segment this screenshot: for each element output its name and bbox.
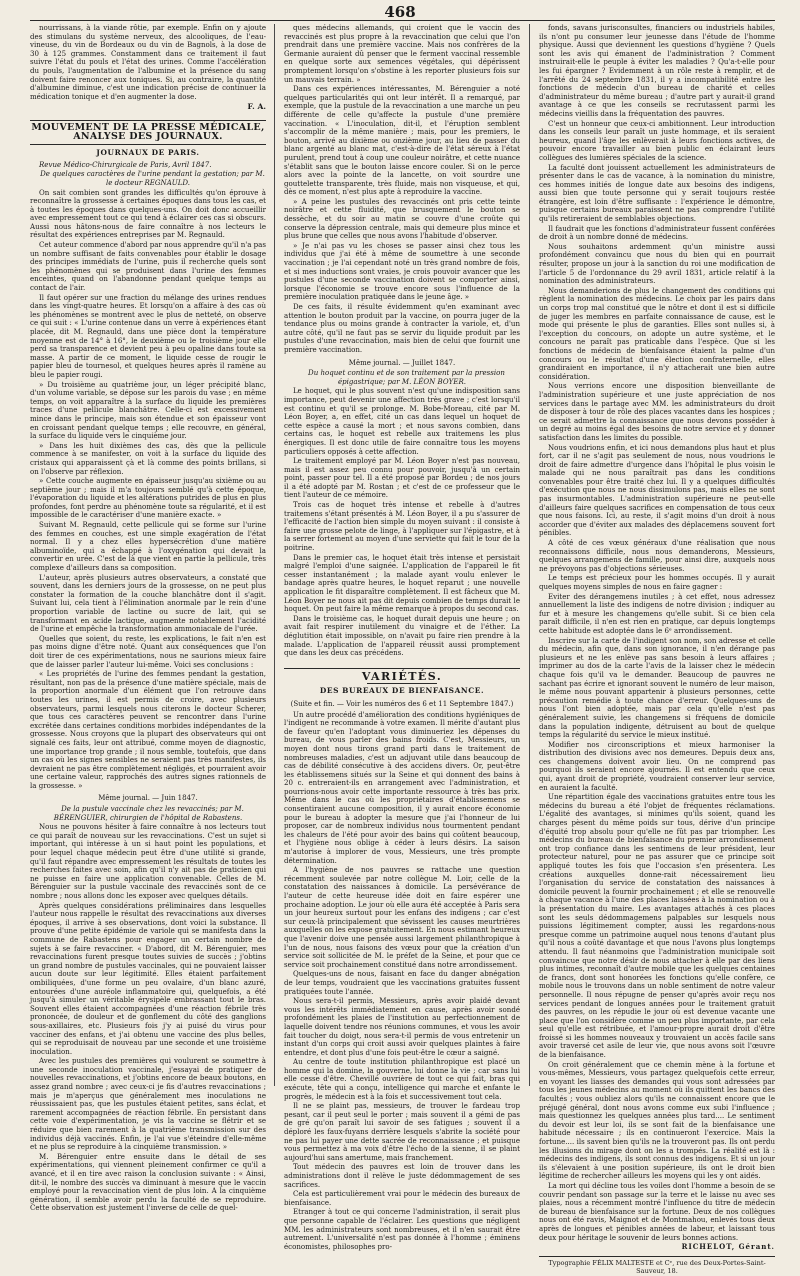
paragraph: ques médecins allemands, qui croient que le vaccin des revaccinés est plus propre à la revaccination que celui que l'on prendrait dans une première vaccine. Mais nos confrères de la Germanie auraient dû penser que le ferment vaccinal ressemble en quelque sorte aux semences végétales, qui dépérissent promptement lorsqu'on s'obstine à les reporter plusieurs fois sur un mauvais terrain. » [284, 23, 520, 84]
title-rule [367, 683, 437, 684]
paragraph: La faculté dont jouissent actuellement les administrateurs de présenter dans le cas de vacance, à la nomination du ministre, ces hommes initiés de longue date aux besoins des indigens, aussi bien que toute personne qui y serait toujours restée étrangère, est loin d'être suffisante : l'expérience le démontre, puisque certains bureaux paraissent ne pas comprendre l'utilité qu'ils retireraient de semblables objections. [539, 162, 775, 224]
source-line: Même journal. — Juin 1847. [98, 794, 198, 803]
paragraph: Modifier nos circonscriptions et mieux harmoniser la distribution des divisions avec nos demeures. Depuis deux ans, ces changemens doivent avoir lieu. On ne comprend pas pourquoi ils seraient encore ajournés. Il est entendu que ceux qui, ayant droit de propriété, voudraient conserver leur service, en auraient la faculté. [539, 739, 775, 792]
paragraph: La mort qui décline tous les voiles dont l'homme a besoin de se couvrir pendant son passage sur la terre et le laisse nu avec ses plaies, nous a récemment montré l'influence du titre de médecin de bureau de bienfaisance sur la fortune. Deux de nos collègues nous ont été ravis, Maignot et de Montmahou, enlevés tous deux après de longues et pénibles années de labeur, et laissant tous deux pour héritage le souvenir de leurs bonnes actions. [539, 1180, 775, 1242]
paragraph: Inscrire sur la carte de l'indigent son nom, son adresse et celle du médecin, afin que, dans son ignorance, il n'en dérange pas plusieurs et ne les enlève pas sans besoin à leurs affaires ; imprimer au dos de la carte l'avis de la laisser chez le médecin chaque fois qu'il va le demander. Beaucoup de pauvres ne sachant pas écrire et ignorant souvent le numéro de leur maison, le même nous pouvant appartenir à plusieurs personnes, cette précaution remédie à toute chance d'erreur. Quelques-uns de nous l'ont bien adoptée, mais par cela qu'elle n'est pas généralement suivie, les changemens si fréquens de domicile dans la population indigente, détruisent au bout de quelque temps la régularité du service le mieux institué. [539, 635, 775, 740]
paragraph: A côté de ces vœux généraux d'une réalisation que nous reconnaissons difficile, nous nous demanderons, Messieurs, quelques arrangemens de famille, pour ainsi dire, auxquels nous ne prévoyons pas d'objections sérieuses. [539, 538, 775, 573]
column-2 [284, 23, 520, 1251]
paragraph: On croit généralement que ce chemin mène à la fortune et vous-mêmes, Messieurs, vous partagez quelquefois cette erreur, en voyant les liasses des demandes qui vous sont adressées par tous les jeunes médecins au moment où ils quittent les bancs des facultés ; vous oubliez alors qu'ils ne connaissent encore que le préjugé général, dont nous avons comme eux subi l'influence ; mais questionnez les quelques années plus tard.... Le sentiment du devoir est leur loi, ils se sont fait de la bienfaisance une habitude nécessaire ; ils en continueront l'exercice. Mais la fortune.... ils savent bien qu'ils ne la trouveront pas. Ils ont perdu les illusions du mirage dont on les a trompés. La réalité est là : médecins des indigens, ils sont connus des indigens. Et si un jour ils s'élevaient à une position supérieure, ils ont le droit bien légitime de rechercher ailleurs les moyens qui les y ont aidés. [539, 1059, 775, 1181]
varietes-title: VARIÉTÉS. [284, 668, 520, 682]
paragraph: Une répartition égale des vaccinations gratuites entre tous les médecins du bureau a été l'objet de fréquentes réclamations. L'égalité des avantages, si minimes qu'ils soient, quand les charges pèsent du même poids sur tous, dérive d'un principe d'équité trop absolu pour qu'elle ne fût pas par triompher. Les médecins du bureau de bienfaisance du premier arrondissement ont trop confiance dans les sentimens de leur président, leur protecteur naturel, pour ne pas assurer que ce principe soit appliqué toutes les fois que l'occasion s'en présentera. Les créations auxquelles donne-rait nécessairement lieu l'organisation du service de constatation des naissances à domicile peuvent la fournir prochainement ; et elle se renouvelle à chaque vacance à l'une des places laissées à la nomination ou à la présentation du maire. Les avantages attachés à ces places sont les seuls dédommagemens palpables sur lesquels nous puissions légitimement compter, aussi les regardons-nous presque comme un patrimoine auquel nous tenons d'autant plus qu'il nous a coûté davantage et que nous l'avons plus longtemps attendu. Il faut néanmoins que l'administration municipale soit convaincue que notre désir de nous attacher à elle par des liens plus intimes, reconnaît d'autre mobile que les quelques centaines de francs, dont sont honorées les fonctions qu'elle confère, ce mobile nous le trouvons dans un noble sentiment de notre valeur personnelle. Il nous répugne de penser qu'après avoir reçu nos services pendant de longues années pour le traitement gratuit des pauvres, on les répudie le jour où est devenue vacante une place que l'on considère comme un peu plus importante, par cela seul qu'elle est rétribuée, et l'amour-propre aurait droit d'être froissé si les hommes nouveaux y trouvaient un accès facile sans avoir traversé cet asile de leur vie, que nous avons soit l'œuvre de la bienfaisance. [539, 792, 775, 1060]
paragraph: Nous ne pouvons hésiter à faire connaître à nos lecteurs tout ce qui paraît de nouveau sur les revaccinations. C'est un sujet si important, qui intéresse à un si haut point les populations, et pour lequel chaque médecin peut être d'une utilité si grande, qu'il faut répandre avec empressement les résultats de toutes les recherches faites avec soin, afin qu'il n'y ait pas de praticien qui ne puisse en faire une application convenable. Celles de M. Bérenguier sur la pustule vaccinale des revaccinés sont de ce nombre ; nous allons donc les exposer avec quelques détails. [30, 822, 266, 900]
varietes-subtitle: DES BUREAUX DE BIENFAISANCE. [319, 686, 485, 696]
article-title: Du hoquet continu et de son traitement par la pression épigastrique; par M. LÉON BOYER. [308, 368, 505, 386]
paragraph: Dans le troisième cas, le hoquet durait depuis une heure ; on avait fait respirer inutilement du vinaigre et de l'éther. La déglutition était impossible, on n'avait pu faire rien prendre à la malade. L'application de l'appareil réussit aussi promptement que dans les deux cas précédens. [284, 613, 520, 658]
paragraph: Etranger à tout ce qui concerne l'administration, il serait plus que personne capable de l'éclairer. Les questions que négligent MM. les administrateurs sont nombreuses, et il n'en saurait être autrement. L'universalité n'est pas donnée à l'homme ; éminens économistes, philosophes pro- [284, 1207, 520, 1251]
paragraph: » A peine les pustules des revaccinés ont pris cette teinte noirâtre et cette fluidité, que brusquement le bouton se dessèche, et du soir au matin se couvre d'une croûte qui conserve la dépression centrale, mais qui demeure plus mince et plus brune que celles que nous avons l'habitude d'observer. [284, 196, 520, 241]
paragraph: Au centre de toute institution philanthropique est placé un homme qui la domine, la gouverne, lui donne la vie ; car sans lui elle cesse d'être. Chevillé ouvrière de tout ce qui fait, bras qui exécute, tête qui a conçu, intelligence qui marche et enfante le progrès, le médecin est à la fois et successivement tout cela. [284, 1057, 520, 1101]
subsection-title: JOURNAUX DE PARIS. [96, 148, 200, 158]
paragraph: Tout médecin des pauvres est loin de trouver dans les administrations dont il relève le juste dédommagement de ses sacrifices. [284, 1162, 520, 1189]
paragraph: Quelles que soient, du reste, les explications, le fait n'en est pas moins digne d'être noté. Quant aux conséquences que l'on doit tirer de ces expérimentations, nous ne saurions mieux faire que de laisser parler l'auteur lui-même. Voici ses conclusions : [30, 633, 266, 669]
paragraph: Nous verrions encore une disposition bienveillante de l'administration supérieure et une juste appréciation de nos services dans le partage avec MM. les administrateurs du droit de disposer à tour de rôle des places vacantes dans les hospices ; ce serait admettre la connaissance que nous devons posséder à un degré au moins égal des besoins de notre service et y donner satisfaction dans les limites du possible. [539, 381, 775, 442]
paragraph: Cet auteur commence d'abord par nous apprendre qu'il n'a pas un nombre suffisant de faits convenables pour établir le dosage des principes immédiats de l'urine, puis il recherche quels sont les phénomènes qui se produisent dans l'urine des femmes enceintes, quand on l'abandonne pendant quelque temps au contact de l'air. [30, 240, 266, 293]
paragraph: » Dans les huit dixièmes des cas, dès que la pellicule commence à se manifester, on voit à la surface du liquide des cristaux qui apparaissent çà et là comme des points brillans, si on l'observe par réflexion. [30, 440, 266, 476]
paragraph: Il faudrait que les fonctions d'administrateur fussent conférées de droit à un nombre donné de médecins. [539, 223, 775, 242]
paragraph: fonds, savans jurisconsultes, financiers ou industriels habiles, ils n'ont pu consumer leur jeunesse dans l'étude de l'homme physique. Aussi que deviennent les questions d'hygiène ? Quels sont les avis qui émanent de l'administration ? Comment instruirait-elle le peuple à éviter les maladies ? Qu'a-t-elle pour les fui épargner ? Evidemment à un rôle reste à remplir, et de l'arrêté du 24 septembre 1831, il y a incompatibilité entre les fonctions de médecin d'un bureau de charité et celles d'administrateur du même bureau ; d'autre part y aurait-il grand avantage à ce que les conseils se recrutassent parmi les médecins vieillis dans la fréquentation des pauvres. [539, 23, 775, 118]
page-number: 468 [384, 3, 416, 21]
paragraph: Le hoquet, qui le plus souvent n'est qu'une indisposition sans importance, peut devenir une affection très grave ; c'est lorsqu'il est continu et qu'il se prolonge. M. Bobe-Moreau, cité par M. Léon Boyer, a, en effet, cité un cas dans lequel un hoquet de cette espèce a causé la mort ; et nous savons combien, dans certains cas, le hoquet est rebelle aux traitemens les plus énergiques. Il est donc utile de faire connaître tous les moyens particuliers opposés à cette affection. [284, 386, 520, 456]
paragraph: » Je n'ai pas vu les choses se passer ainsi chez tous les individus que j'ai été à même de soumettre à une seconde vaccination ; je l'ai cependant noté un très grand nombre de fois, et si mes inductions sont vraies, je crois pouvoir avancer que les pustules d'une seconde vaccination doivent se comporter ainsi, lorsque l'économie se trouve encore sous l'influence de la première inoculation pratiquée dans le jeune âge. » [284, 240, 520, 302]
section-title: MOUVEMENT DE LA PRESSE MÉDICALE, ANALYSE DES JOURNAUX. [30, 120, 266, 145]
paragraph-intro: nourrissans, à la viande rôtie, par exemple. Enfin on y ajoute des stimulans du système nerveux, des alcooliques, de l'eau-vineuse, du vin de Bordeaux ou du vin de Bagnols, à la dose de 30 à 125 grammes. Constamment dans ce traitement il faut suivre l'état du pouls et l'état des urines. Comme l'accélération du pouls, l'augmentation de l'albumine et la présence du sang doivent faire renoncer aux toniques. Si, au contraire, la quantité d'albumine diminue, c'est une indication précise de continuer la médication tonique et d'en augmenter la dose. [30, 23, 266, 101]
article-title: De quelques caractères de l'urine pendant la gestation; par M. le docteur REGNAULD. [40, 169, 265, 187]
article-signature: F. A. [247, 102, 266, 112]
printer-imprint: Typographie FÉLIX MALTESTE et Cᵉ, rue des Deux-Portes-Saint-Sauveur, 18. [548, 1258, 766, 1276]
paragraph: Dans le premier cas, le hoquet était très intense et persistait malgré l'emploi d'une saignée. L'application de l'appareil le fit cesser instantanément ; la malade ayant voulu enlever le bandage après quatre heures, le hoquet reparut ; une nouvelle application le fit disparaître complètement. Il est fâcheux que M. Léon Boyer ne nous ait pas dit depuis combien de temps durait le hoquet. On peut faire la même remarque à propos du second cas. [284, 552, 520, 614]
paragraph: Nous demanderions de plus le changement des conditions qui règlent la nomination des médecins. Le choix par les pairs dans un corps trop mal constitué que le nôtre et dont il est si difficile de juger les membres en parfaite connaissance de cause, est le mode qui présente le plus de garanties. Elles sont nulles si, à l'exception du concours, on adopte un autre système, et le concours ne paraît pas praticable dans l'espèce. Que si les fonctions de médecin de bienfaisance étaient la palme d'un concours ou le résultat d'une élection confraternelle, elles grandiraient en importance, il n'y attacherait une bien autre considération. [539, 285, 775, 381]
column-1 [30, 23, 266, 1213]
column-3 [539, 23, 775, 1276]
paragraph: A l'hygiène de nos pauvres se rattache une question récemment soulevée par notre collègue M. Loir, celle de la constatation des naissances à domicile. La persévérance de l'auteur de cette heureuse idée doit en faire espérer une prochaine adoption. Le jour où elle aura été acceptée à Paris sera un jour heureux surtout pour les enfans des indigens ; car c'est sur ceux-là principalement que sévissent les causes meurtrières auxquelles on les expose gratuitement. En nous estimant heureux que l'avenir doive une pensée aussi largement philanthropique à l'un de nous, nous faisons des vœux pour que la création d'un service soit sollicitée de M. le préfet de la Seine, et pour que ce service soit prochainement constitué dans notre arrondissement. [284, 865, 520, 969]
source-line: Revue Médico-Chirurgicale de Paris, Avril 1847. [39, 159, 212, 169]
article-title: De la pustule vaccinale chez les revaccinés; par M. BÉRENGUIER, chirurgien de l'hôpital de Rabastens. [53, 804, 244, 822]
gerant-signature: RICHELOT, Gérant. [681, 1242, 775, 1252]
paragraph: » Du troisième au quatrième jour, un léger précipité blanc, d'un volume variable, se dépose sur les parois du vase ; en même temps, on voit apparaître à la surface du liquide les premières traces d'une pellicule blanchâtre. Celle-ci est excessivement mince dans le principe, mais son étendue et son épaisseur vont en croissant pendant quelque temps ; elle recouvre, en général, la surface du liquide vers le cinquième jour. [30, 379, 266, 441]
paragraph: Dans ces expériences intéressantes, M. Bérenguier a noté quelques particularités qui ont leur intérêt. Il a remarqué, par exemple, que la pustule de la revaccination a une marche un peu différente de celle qu'affecte la pustule d'une première vaccination. « L'inoculation, dit-il, et l'éruption semblent s'accomplir de la même manière ; mais, pour les premiers, le bouton, arrivé au dixième ou onzième jour, au lieu de passer du blanc argenté au blanc mat, c'est-à-dire de l'état séreux à l'état purulent, prend tout à coup une couleur noirâtre, et cette nuance s'établit sans que le bouton laisse encore couler. Si on le perce alors avec la pointe de la lancette, on voit sourdre une gouttelette transparente, très fluide, mais non visqueuse, et qui, dès ce moment, n'est plus apte à reproduire la vaccine. [284, 84, 520, 197]
paragraph: Suivant M. Regnauld, cette pellicule qui se forme sur l'urine des femmes en couches, est une simple exagération de l'état normal. Il y a chez elles hypersécrétion d'une matière albuminoïde, qui a échappé à l'oxygénation qui devait la convertir en urée. C'est de là que vient en partie la pellicule, très complexe d'ailleurs dans sa composition. [30, 520, 266, 573]
paragraph: » Cette couche augmente en épaisseur jusqu'au sixième ou au septième jour ; mais il m'a toujours semblé qu'à cette époque, l'évaporation du liquide et les altérations putrides de plus en plus profondes, font perdre au phénomène toute sa régularité, et il est impossible de le caractériser d'une manière exacte. » [30, 476, 266, 520]
paragraph: L'auteur, après plusieurs autres observateurs, a constaté que souvent, dans les derniers jours de la grossesse, on ne peut plus constater la formation de la couche blanchâtre dont il s'agit. Suivant lui, cela tient à l'élimination anormale par le rein d'une proportion variable de lactine ou sucre de lait, qui se transformant en acide lactique, augmente notablement l'acidité de l'urine et empêche la transformation ammoniacale de l'urée. [30, 572, 266, 634]
paragraph: Il faut opérer sur une fraction du mélange des urines rendues dans les vingt-quatre heures. Et lorsqu'on a affaire à des cas où les phénomènes se montrent avec le plus de netteté, on observe ce qui suit : « L'urine contenue dans un verre à expériences étant placée, dit M. Regnauld, dans une pièce dont la température moyenne est de 14° à 16°, le deuxième ou le troisième jour elle perd sa transparence et devient peu à peu opaline dans toute sa masse. A partir de ce moment, le liquide cesse de rougir le papier bleu de tournesol, et quelques heures après il ramène au bleu le papier rougi. [30, 292, 266, 379]
top-rule [30, 20, 775, 21]
paragraph: C'est un honneur que ceux-ci ambitionnent. Leur introduction dans les conseils leur paraît un juste hommage, et ils seraient heureux, quand l'âge les enlèverait à leurs fonctions actives, de pouvoir encore travailler au bien public en éclairant leurs collègues des lumières spéciales de la science. [539, 118, 775, 162]
paragraph: Il ne se plaint pas, messieurs, de trouver le fardeau trop pesant, car il peut seul le porter ; mais souvent il a gémi de pas de gré qu'on paraît lui savoir de ses fatigues ; souvent il a déploré les faux-fuyans derrière lesquels s'abrite la société pour ne pas lui payer une dette sacrée de reconnaissance ; et puisque vous permettez à ma voix d'être l'écho de la sienne, il se plaint aujourd'hui sans amertume, mais franchement. [284, 1101, 520, 1162]
paragraph: Cela est particulièrement vrai pour le médecin des bureaux de bienfaisance. [284, 1189, 520, 1207]
source-line: Même journal. — Juillet 1847. [348, 358, 456, 367]
paragraph: M. Bérenguier entre ensuite dans le détail de ses expérimentations, qui viennent pleinement confirmer ce qu'il a avancé, et il en tire avec raison la conclusion suivante : « Ainsi, dit-il, le nombre des succès va diminuant à mesure que le vaccin employé pour la revaccination vient de plus loin. A la cinquième génération, il semble avoir perdu la faculté de se reproduire. Cette observation est justement l'inverse de celle de quel- [30, 1151, 266, 1213]
paragraph: « Les propriétés de l'urine des femmes pendant la gestation, résultant, non pas de la présence d'une matière spéciale, mais de la proportion anormale d'un élément que l'on retrouve dans toutes les urines, il est permis de croire, avec plusieurs observateurs, parmi lesquels nous citerons le docteur Scherer, que tous ces caractères peuvent se rencontrer dans l'urine excrétée dans certaines conditions morbides indépendantes de la grossesse. Nous croyons que la plupart des observateurs qui ont signalé ces faits, leur ont attribué, comme moyen de diagnostic, une importance trop grande ; il nous semble, toutefois, que dans un cas où les signes sensibles ne seraient pas très manifestes, ils devraient ne pas être complètement négligés, et pourraient avoir une certaine valeur, rapprochés des autres signes rationnels de la grossesse. » [30, 669, 266, 790]
paragraph: De ces faits, il résulte évidemment qu'en examinant avec attention le bouton produit par la vaccine, on pourra juger de la tendance plus ou moins grande à contracter la variole, et, d'un autre côté, qu'il ne faut pas se servir du liquide produit par les pustules d'une revaccination, mais bien de celui que fournit une première vaccination. [284, 302, 520, 354]
paragraph: Un autre procédé d'amélioration des conditions hygiéniques de l'indigent ne recommande à votre examen. Il mérite d'autant plus de faveur qu'en l'adoptant vous diminueriez les dépenses du bureau, de vous parler des bains froids. C'est, Messieurs, un moyen dont nous tirons grand parti dans le traitement de nombreuses maladies, c'est un adjuvant utile dans beaucoup de cas de débilité consécutive à des accidens divers. Or, peut-être les établissemens situés sur la Seine et qui donnent des bains à 20 c. entreraient-ils en arrangement avec l'administration, et pourrions-nous avoir cette importante ressource à très bas prix. Même dans le cas où les propriétaires d'établissemens se consentiraient aucune composition, il y aurait encore économie pour le bureau à adopter la mesure que j'ai l'honneur de lui proposer, car de nombreux individus nous tourmentent pendant les chaleurs de l'été pour avoir des bains qui coûtent beaucoup, et l'hygiène nous oblige à céder à leurs désirs. La saison m'autorise à implorer de vous, Messieurs, une très prompte détermination. [284, 709, 520, 865]
paragraph: Après quelques considérations préliminaires dans lesquelles l'auteur nous rappelle le résultat des revaccinations aux diverses époques, il arrive à ses observations, dont voici la substance. Il prouve d'une petite épidémie de variole qui se manifesta dans la commune de Rabastens pour engager un certain nombre de sujets à se faire revacciner. « D'abord, dit M. Bérenguier, mes revaccinations furent presque toutes suivies de succès ; j'obtins un grand nombre de pustules vaccinales, qui ne pouvaient laisser aucun doute sur leur légitimité. Elles étaient parfaitement ombiliquées, d'une forme un peu ovalaire, d'un blanc azuré, entourées d'une auréole inflammatoire qui, quelquefois, a été jusqu'à simuler un véritable érysipèle embrassant tout le bras. Souvent elles étaient accompagnées d'une réaction fébrile très prononcée, de douleur et de gonflement du côté des ganglions sous-axillaires, etc. Plusieurs fois j'y ai puisé du virus pour vacciner des enfans, et j'ai obtenu une vaccine des plus belles, qui se reproduisait de nouveau par une seconde et une troisième inoculation. [30, 900, 266, 1056]
column-rule-1 [274, 24, 275, 1086]
paragraph: Nous voudrions enfin, et ici nous demandons plus haut et plus fort, car il ne s'agit pas seulement de nous, nous voudrions le droit de faire admettre d'urgence dans l'hôpital le plus voisin le malade qui ne nous paraîtrait pas dans les conditions convenables pour être traité chez lui. Il y a quelques difficultés d'exécution que nous ne nous dissimulons pas, mais elles ne sont pas insurmontables. L'administration supérieure ne peut-elle d'ailleurs faire quelques sacrifices en compensation de tous ceux que nous faisons. Ici, au reste, il s'agit moins d'un droit à nous accorder que d'éviter aux malades des déplacemens souvent fort pénibles. [539, 442, 775, 538]
source-line: (Suite et fin. — Voir les numéros des 6 et 11 Septembre 1847.) [290, 699, 514, 708]
paragraph: Quelques-uns de nous, faisant en face du danger abnégation de leur temps, voudraient que les vaccinations gratuites fussent pratiquées toute l'année. [284, 969, 520, 996]
paragraph: Avec les pustules des premières qui voulurent se soumettre à une seconde inoculation vaccinale, j'essayai de pratiquer de nouvelles revaccinations, et j'obtins encore de beaux boutons, en assez grand nombre ; avec ceux-ci je fis d'autres revaccinations ; mais je m'aperçus que généralement mes inoculations ne réussissaient pas, que les pustules étaient petites, sans éclat, et rarement accompagnées de réaction fébrile. En persistant dans cette voie d'expérimentation, je vis la vaccine se flétrir et se réduire que bien rarement à la quatrième transmission sur des individus déjà vaccinés. Enfin, je l'ai vue s'éteindre d'elle-même et ne plus se reproduire à la cinquième transmission. » [30, 1056, 266, 1152]
paragraph: Nous sera-t-il permis, Messieurs, après avoir plaidé devant vous les intérêts immédiatement en cause, après avoir sondé profondément les plaies de l'institution au perfectionnement de laquelle doivent tendre nos réunions communes, et vous les avoir fait toucher du doigt, nous sera-t-il permis de vous entretenir un instant d'un corps qui croit aussi avoir quelques plaintes à faire entendre, et dont plus d'une fois peut-être le cœur a saigné. [284, 996, 520, 1057]
paragraph: Nous souhaitons ardemment qu'un ministre aussi profondément convaincu que nous du bien qui en pourrait résulter, propose un jour à la sanction du roi une modification de l'article 5 de l'ordonnance du 29 avril 1831, article relatif à la nomination des administrateurs. [539, 241, 775, 286]
paragraph: Trois cas de hoquet très intense et rebelle à d'autres traitemens s'étant présentés à M. Léon Boyer, il a pu s'assurer de l'efficacité de l'action bien simple du moyen suivant : il consiste à faire une grosse pelote de linge, à l'appliquer sur l'épigastre, et à la serrer fortement au moyen d'une serviette qui fait le tour de la poitrine. [284, 500, 520, 553]
paragraph: Le traitement employé par M. Léon Boyer n'est pas nouveau, mais il est assez peu connu pour pouvoir, jusqu'à un certain point, passer pour tel. Il a été proposé par Bordeu ; de nos jours il a été adopté par M. Rostan ; et c'est de ce professeur que le tient l'auteur de ce mémoire. [284, 456, 520, 500]
paragraph: On sait combien sont grandes les difficultés qu'on éprouve à reconnaître la grossesse à certaines époques dans tous les cas, et à toutes les époques dans quelques-uns. On doit donc accueillir avec empressement tout ce qui tend à éclairer ces cas si obscurs. Aussi nous hâtons-nous de faire connaître à nos lecteurs le résultat des expériences entreprises par M. Regnauld. [30, 187, 266, 240]
footer-rule [539, 1256, 775, 1257]
column-rule-2 [529, 24, 530, 1086]
paragraph: Le temps est précieux pour les hommes occupés. Il y aurait quelques moyens simples de nous en faire gagner : [539, 573, 775, 591]
paragraph: Eviter des dérangemens inutiles ; à cet effet, nous adressez annuellement la liste des indigens de notre division ; indiquer au fur et à mesure les changemens qu'elle subit. Si ce bien cela paraît difficile, il n'en est rien en pratique, car depuis longtemps cette habitude est adoptée dans le 6ᵉ arrondissement. [539, 591, 775, 635]
